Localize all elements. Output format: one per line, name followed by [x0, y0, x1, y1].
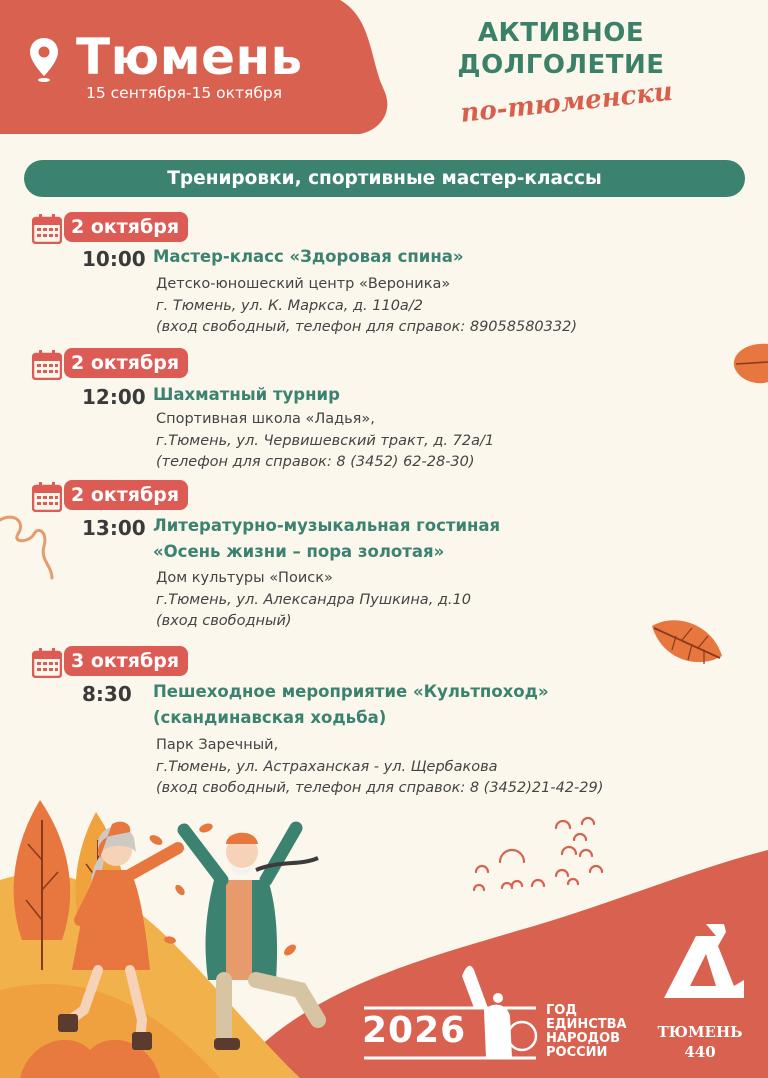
event-venue: Детско-юношеский центр «Вероника» [156, 276, 451, 292]
tyumen-caption-line-2: 440 [684, 1043, 716, 1061]
event-note: (вход свободный, телефон для справок: 8 (3452)21-42-29) [156, 780, 604, 796]
event-title-line: Пешеходное мероприятие «Культпоход» [153, 682, 549, 701]
calendar-icon [32, 214, 62, 244]
tyumen-caption-line-1: ТЮМЕНЬ [657, 1023, 743, 1041]
event-note: (телефон для справок: 8 (3452) 62-28-30) [156, 454, 475, 470]
leaf-icon [728, 340, 768, 388]
event-date: 3 октября [64, 646, 188, 676]
event-venue: Дом культуры «Поиск» [156, 570, 333, 586]
swirl-icon [0, 512, 56, 582]
calendar-icon [32, 350, 62, 380]
calendar-icon [32, 648, 62, 678]
event-title [153, 382, 340, 408]
logo-line-2: ДОЛГОЛЕТИЕ [457, 50, 665, 80]
logo-script: по-тюменски [459, 76, 675, 129]
event-title-line: «Осень жизни – пора золотая» [153, 542, 445, 561]
event-details [156, 274, 577, 339]
event-time: 13:00 [82, 516, 146, 540]
leaf-icon [646, 614, 726, 670]
event-title [153, 679, 549, 731]
event-details [156, 409, 494, 474]
event-time: 10:00 [82, 247, 146, 271]
event-date: 2 октября [64, 348, 188, 378]
festival-logo [446, 18, 676, 128]
city-name: Тюмень [76, 28, 303, 86]
event-address: г.Тюмень, ул. Астраханская - ул. Щербакова [156, 758, 498, 775]
location-pin-icon [30, 38, 58, 82]
calendar-icon [32, 482, 62, 512]
event-address: г.Тюмень, ул. Червишевский тракт, д. 72а/1 [156, 432, 495, 449]
footer-year-caption: ГОД ЕДИНСТВА НАРОДОВ РОССИИ [546, 1003, 627, 1060]
event-note: (вход свободный, телефон для справок: 89058580332) [156, 319, 577, 335]
event-time: 12:00 [82, 385, 146, 409]
event-date: 2 октября [64, 480, 188, 510]
event-note: (вход свободный) [156, 613, 292, 629]
event-details [156, 568, 471, 633]
event-date: 2 октября [64, 212, 188, 242]
event-address: г. Тюмень, ул. К. Маркса, д. 110а/2 [156, 297, 423, 314]
event-title [153, 244, 464, 270]
event-venue: Парк Заречный, [156, 737, 279, 753]
logo-line-1: АКТИВНОЕ [477, 18, 645, 48]
event-venue: Спортивная школа «Ладья», [156, 411, 375, 427]
event-title-line: (скандинавская ходьба) [153, 708, 387, 727]
event-title-line: Шахматный турнир [153, 385, 340, 404]
tyumen-440-caption [650, 1022, 750, 1062]
event-address: г.Тюмень, ул. Александра Пушкина, д.10 [156, 591, 471, 608]
event-title [153, 513, 500, 565]
event-time: 8:30 [82, 682, 132, 706]
festival-dates: 15 сентября-15 октября [86, 84, 283, 102]
section-title: Тренировки, спортивные мастер-классы [24, 160, 745, 197]
event-title-line: Литературно-музыкальная гостиная [153, 516, 501, 535]
event-title-line: Мастер-класс «Здоровая спина» [153, 247, 464, 266]
footer-year: 2026 [362, 1010, 467, 1051]
